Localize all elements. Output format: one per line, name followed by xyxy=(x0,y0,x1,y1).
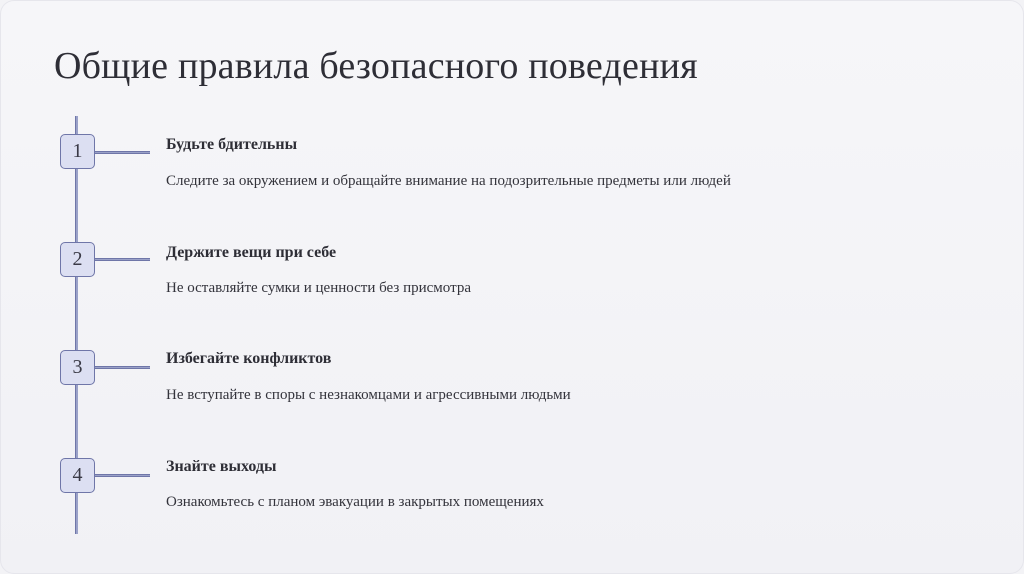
step-heading: Знайте выходы xyxy=(166,458,277,475)
step-connector xyxy=(94,474,150,477)
step-description: Следите за окружением и обращайте внимание на подозрительные предметы или людей xyxy=(166,173,731,189)
step-number-badge: 3 xyxy=(60,350,95,385)
step-connector xyxy=(94,151,150,154)
step-connector xyxy=(94,258,150,261)
step-number-badge: 1 xyxy=(60,134,95,169)
step-number-badge: 2 xyxy=(60,242,95,277)
step-description: Не оставляйте сумки и ценности без присмотра xyxy=(166,280,471,296)
step-number-badge: 4 xyxy=(60,458,95,493)
step-description: Не вступайте в споры с незнакомцами и агрессивными людьми xyxy=(166,387,571,403)
step-heading: Держите вещи при себе xyxy=(166,244,337,261)
page-title: Общие правила безопасного поведения xyxy=(54,45,698,87)
step-connector xyxy=(94,366,150,369)
step-heading: Избегайте конфликтов xyxy=(166,350,332,367)
step-description: Ознакомьтесь с планом эвакуации в закрытых помещениях xyxy=(166,494,544,510)
step-heading: Будьте бдительны xyxy=(166,136,298,153)
